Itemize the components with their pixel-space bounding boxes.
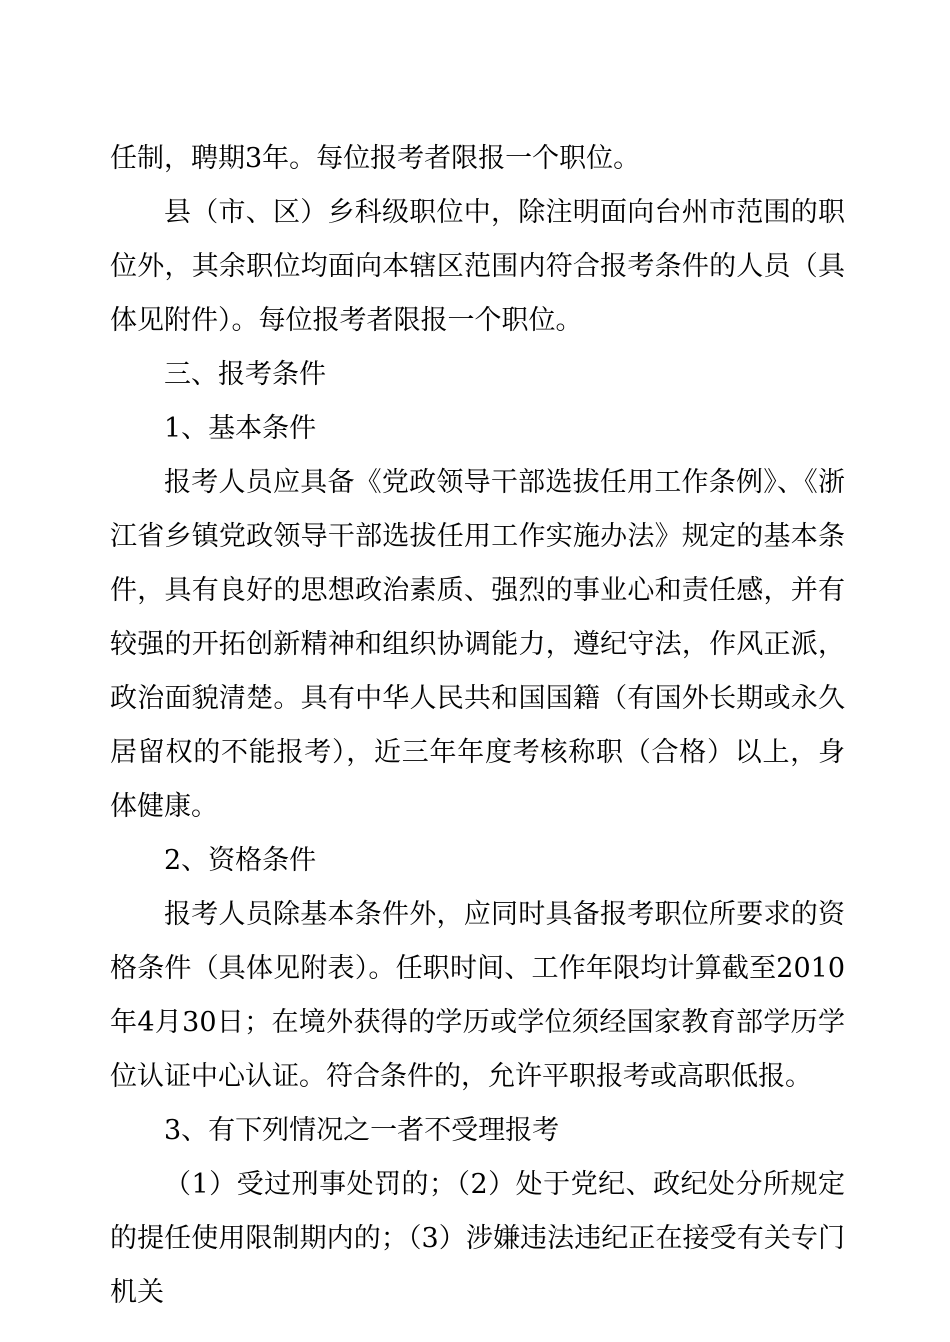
paragraph-term-continuation: 任制，聘期3年。每位报考者限报一个职位。 [110,143,641,174]
document-body [110,132,845,1320]
subheading-disqualifications: 3、有下列情况之一者不受理报考 [164,1115,560,1146]
subheading-qualification-conditions: 2、资格条件 [164,845,317,876]
paragraph-basic-conditions: 报考人员应具备《党政领导干部选拔任用工作条例》、《浙江省乡镇党政领导干部选拔任用工作实施办法》规定的基本条件，具有良好的思想政治素质、强烈的事业心和责任感，并有较强的开拓创新精神和组织协调能力，遵纪守法，作风正派，政治面貌清楚。具有中华人民共和国国籍（有国外长期或永久居留权的不能报考），近三年年度考核称职（合格）以上，身体健康。 [110,467,845,822]
section-heading-requirements: 三、报考条件 [164,359,326,390]
paragraph-disqualifications: （1）受过刑事处罚的；（2）处于党纪、政纪处分所规定的提任使用限制期内的；（3）涉嫌违法违纪正在接受有关专门机关 [110,1169,845,1308]
paragraph-qualification-conditions: 报考人员除基本条件外，应同时具备报考职位所要求的资格条件（具体见附表）。任职时间、工作年限均计算截至2010年4月30日；在境外获得的学历或学位须经国家教育部学历学位认证中心认证。符合条件的，允许平职报考或高职低报。 [110,899,845,1092]
subheading-basic-conditions: 1、基本条件 [164,413,317,444]
paragraph-county-positions: 县（市、区）乡科级职位中，除注明面向台州市范围的职位外，其余职位均面向本辖区范围内符合报考条件的人员（具体见附件）。每位报考者限报一个职位。 [110,197,845,336]
